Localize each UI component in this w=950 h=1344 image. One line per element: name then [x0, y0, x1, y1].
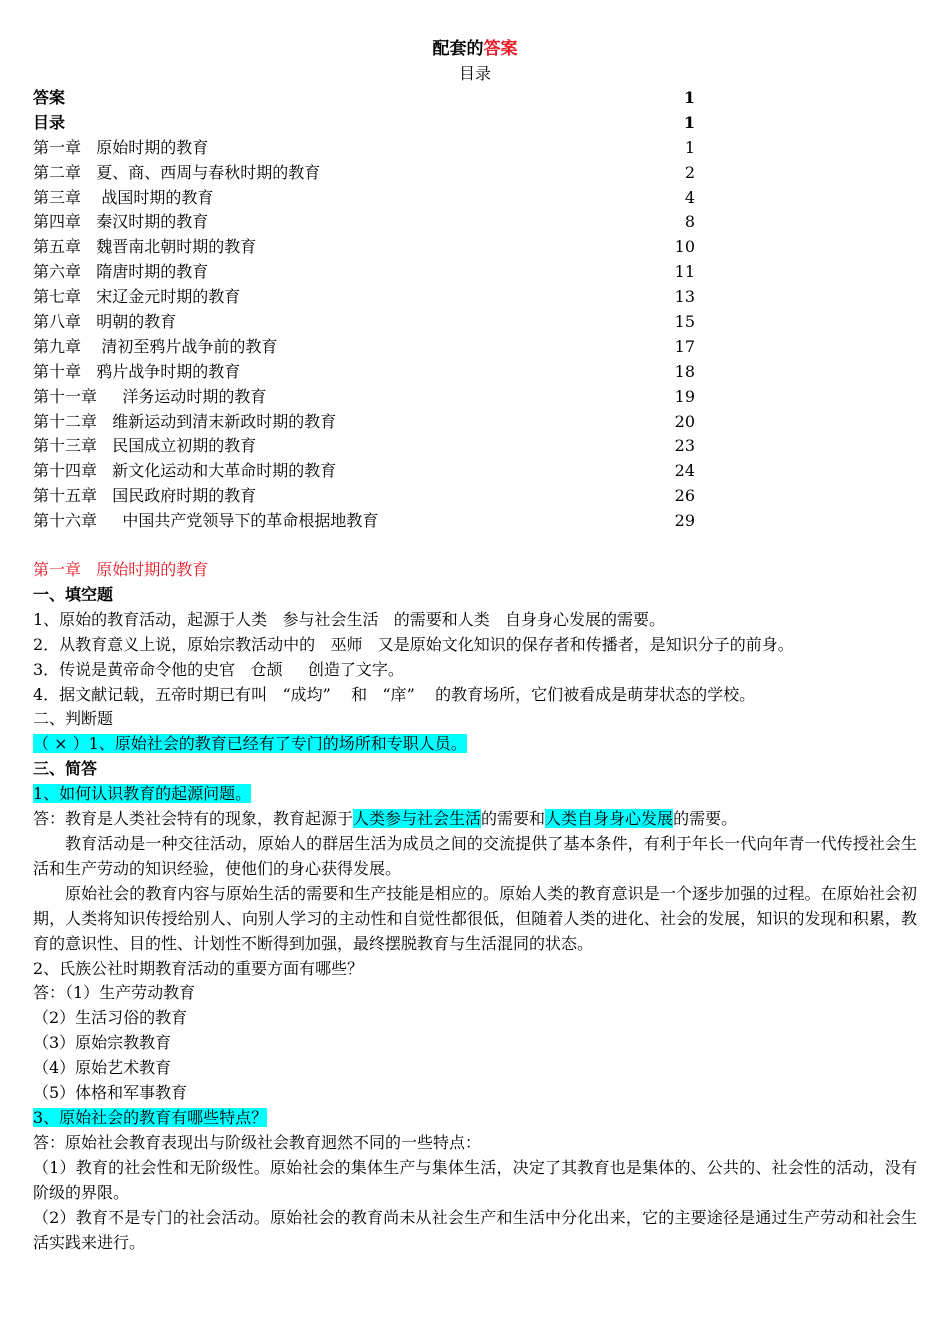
toc-subtitle: 目录 [458, 64, 491, 83]
fill-item: 2．从教育意义上说，原始宗教活动中的 巫师 又是原始文化知识的保存者和传播者，是知识分子的前身。 [33, 634, 794, 654]
toc-page: 24 [674, 461, 695, 481]
judge-item [33, 732, 917, 757]
answer-highlight: 人类参与社会生活 [353, 809, 482, 829]
answer-text: 的需要。 [673, 809, 738, 829]
toc-page: 1 [684, 137, 695, 157]
toc-label: 第九章 清初至鸦片战争前的教育 [33, 336, 278, 356]
chapter-heading: 第一章 原始时期的教育 [33, 560, 209, 580]
toc-label: 第三章 战国时期的教育 [33, 187, 214, 207]
toc-row[interactable] [33, 86, 917, 111]
toc-row[interactable] [33, 335, 917, 360]
title-red: 答案 [483, 39, 518, 59]
toc-row[interactable] [33, 285, 917, 310]
toc-label: 第四章 秦汉时期的教育 [33, 212, 209, 232]
fill-item: 1、原始的教育活动，起源于人类 参与社会生活 的需要和人类 自身身心发展的需要。 [33, 609, 665, 629]
toc-label: 第十三章 民国成立初期的教育 [33, 436, 257, 456]
toc-row[interactable] [33, 186, 917, 211]
document-title [33, 36, 917, 62]
toc-label: 第十五章 国民政府时期的教育 [33, 486, 257, 506]
toc-page: 20 [674, 411, 695, 431]
toc-row[interactable] [33, 484, 917, 509]
toc-label: 答案 [33, 88, 66, 107]
toc-page: 11 [674, 262, 695, 282]
fill-item: 4．据文献记载，五帝时期已有叫 “成均” 和 “庠” 的教育场所，它们被看成是萌芽状态的学校。 [33, 684, 756, 704]
question [33, 782, 917, 807]
answer-text: 答：教育是人类社会特有的现象，教育起源于 [33, 809, 354, 829]
toc-row[interactable] [33, 459, 917, 484]
section-title-fill: 一、填空题 [33, 584, 114, 604]
section-gap [33, 534, 917, 558]
toc-page: 13 [674, 287, 695, 307]
toc-page: 23 [674, 436, 695, 456]
toc-page: 26 [674, 486, 695, 506]
toc-label: 第二章 夏、商、西周与春秋时期的教育 [33, 162, 321, 182]
toc-label: 第十二章 维新运动到清末新政时期的教育 [33, 411, 337, 431]
answer-item: （2）生活习俗的教育 [33, 1008, 188, 1028]
toc-row[interactable] [33, 161, 917, 186]
toc-label: 第五章 魏晋南北朝时期的教育 [33, 237, 257, 257]
toc-label: 第七章 宋辽金元时期的教育 [33, 287, 241, 307]
toc-page: 29 [674, 511, 695, 531]
section-title-short: 三、简答 [33, 759, 98, 779]
answer-text: 的需要和 [481, 809, 546, 829]
toc-label: 第十四章 新文化运动和大革命时期的教育 [33, 461, 337, 481]
toc-page: 2 [684, 162, 695, 182]
question-2: 2、氏族公社时期教育活动的重要方面有哪些？ [33, 958, 364, 978]
toc-row[interactable] [33, 260, 917, 285]
answer-paragraph: （1）教育的社会性和无阶级性。原始社会的集体生产与集体生活，决定了其教育也是集体的、公共的、社会性的活动，没有阶级的界限。 [33, 1157, 917, 1202]
toc-page: 8 [684, 212, 695, 232]
toc-page: 19 [674, 386, 695, 406]
fill-item: 3．传说是黄帝命令他的史官 仓颉 创造了文字。 [33, 659, 404, 679]
question [33, 1106, 917, 1131]
answer-paragraph: 教育活动是一种交往活动，原始人的群居生活为成员之间的交流提供了基本条件，有利于年长一代向年青一代传授社会生活和生产劳动的知识经验，使他们的身心获得发展。 [33, 834, 917, 878]
document-page [33, 36, 917, 1255]
answer-highlight: 人类自身身心发展 [545, 809, 674, 829]
toc-label: 第六章 隋唐时期的教育 [33, 262, 209, 282]
toc-label: 第十章 鸦片战争时期的教育 [33, 361, 241, 381]
question-1: 1、如何认识教育的起源问题。 [33, 784, 252, 804]
answer-paragraph: （2）教育不是专门的社会活动。原始社会的教育尚未从社会生产和生活中分化出来，它的主要途径是通过生产劳动和社会生活实践来进行。 [33, 1207, 917, 1252]
toc-row[interactable] [33, 360, 917, 385]
answer-item: （4）原始艺术教育 [33, 1058, 172, 1078]
toc-page: 18 [674, 361, 695, 381]
toc-page: 17 [674, 336, 695, 356]
toc-page: 1 [683, 112, 695, 132]
toc-row[interactable] [33, 235, 917, 260]
toc-row[interactable] [33, 111, 917, 136]
toc-label: 第一章 原始时期的教育 [33, 137, 209, 157]
answer-1 [33, 807, 917, 832]
toc-row[interactable] [33, 410, 917, 435]
toc-label: 第十一章 洋务运动时期的教育 [33, 386, 267, 406]
judge-text: （ × ）1、原始社会的教育已经有了专门的场所和专职人员。 [33, 734, 467, 754]
question-3: 3、原始社会的教育有哪些特点？ [33, 1107, 268, 1127]
toc-page: 1 [683, 88, 695, 107]
table-of-contents [33, 86, 917, 534]
answer-intro: 答：原始社会教育表现出与阶级社会教育迥然不同的一些特点： [33, 1132, 482, 1152]
section-title-judge: 二、判断题 [33, 709, 114, 729]
answer-item: （3）原始宗教教育 [33, 1033, 172, 1053]
toc-row[interactable] [33, 434, 917, 459]
toc-row[interactable] [33, 385, 917, 410]
toc-page: 4 [684, 187, 695, 207]
toc-label: 第八章 明朝的教育 [33, 312, 177, 332]
toc-row[interactable] [33, 210, 917, 235]
toc-label: 第十六章 中国共产党领导下的革命根据地教育 [33, 511, 379, 531]
toc-label: 目录 [33, 112, 66, 132]
toc-row[interactable] [33, 310, 917, 335]
toc-page: 10 [674, 237, 695, 257]
toc-row[interactable] [33, 509, 917, 534]
title-prefix: 配套的 [432, 39, 484, 59]
toc-row[interactable] [33, 136, 917, 161]
answer-item: （5）体格和军事教育 [33, 1083, 188, 1103]
answer-paragraph: 原始社会的教育内容与原始生活的需要和生产技能是相应的。原始人类的教育意识是一个逐步加强的过程。在原始社会初期，人类将知识传授给别人、向别人学习的主动性和自觉性都很低，但随着人类的进化、社会的发展，知识的发现和积累，教育的意识性、目的性、计划性不断得到加强，最终摆脱教育与生活混同的状态。 [33, 883, 917, 953]
answer-item: 答：（1）生产劳动教育 [33, 983, 196, 1003]
toc-page: 15 [674, 312, 695, 332]
